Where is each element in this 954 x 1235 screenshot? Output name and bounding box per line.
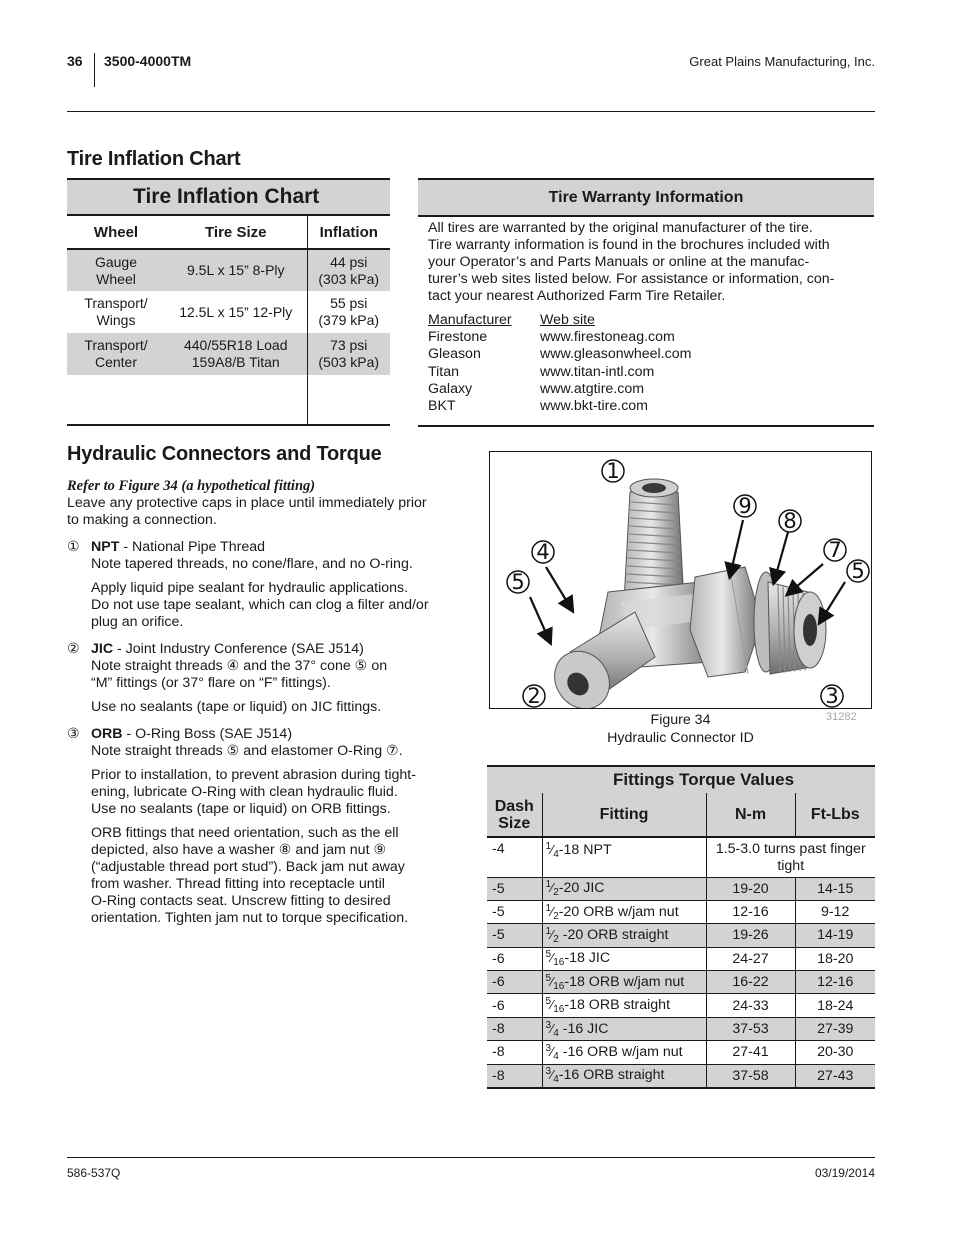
tire-inflation-cell (307, 333, 390, 375)
fitting-fraction (546, 904, 559, 920)
tire-wheel-text: Transport/ (84, 337, 148, 353)
torque-note-line: 1.5-3.0 turns past finger (715, 841, 866, 857)
fraction-slash: ⁄ (551, 950, 554, 966)
callout-3 (821, 684, 843, 708)
document-date: 03/19/2014 (814, 1166, 875, 1180)
manufacturer-list (428, 312, 874, 415)
col-dash-size: Dash Size (487, 793, 542, 837)
fraction-numerator: 3 (545, 1019, 552, 1031)
callout-label: 9 (738, 494, 752, 518)
header-rule (67, 111, 875, 112)
fraction-denominator: 16 (553, 1004, 565, 1016)
item-description: - National Pipe Thread (119, 539, 266, 555)
connector-type-list (67, 539, 467, 927)
item-line: Use no sealants (tape or liquid) on ORB fittings. (91, 801, 391, 817)
hydraulic-connector-figure (489, 451, 872, 709)
fraction-denominator: 16 (553, 980, 565, 992)
manufacturer-name: Gleason (428, 346, 481, 363)
nm-cell: 24-33 (706, 994, 795, 1017)
fraction-slash: ⁄ (551, 997, 554, 1013)
callout-4 (532, 540, 554, 564)
ftlbs-cell: 12-16 (795, 971, 875, 994)
fraction-slash: ⁄ (551, 973, 554, 989)
item-term: JIC (91, 641, 114, 657)
fraction-denominator: 4 (553, 849, 559, 860)
fitting-cell (542, 1064, 706, 1087)
manufacturer-row (428, 329, 874, 346)
fitting-fraction (545, 996, 565, 1016)
fraction-denominator: 2 (553, 933, 559, 945)
tire-wheel-text: Wings (96, 312, 136, 328)
connector-type-item (67, 641, 467, 716)
callout-5 (507, 570, 529, 594)
fitting-row (487, 924, 875, 947)
fittings-torque-rows (487, 837, 875, 1088)
callout-label: 5 (851, 559, 865, 583)
tire-inflation-text: (303 kPa) (318, 270, 380, 287)
fitting-row (487, 1017, 875, 1040)
warranty-line: turer’s web sites listed below. For assistance or information, con- (428, 271, 835, 287)
fitting-spec: -18 ORB w/jam nut (564, 973, 685, 990)
document-number: 586-537Q (67, 1166, 121, 1180)
manufacturer-website: www.atgtire.com (540, 380, 645, 397)
col-fitting: Fitting (542, 793, 706, 837)
tire-size-text: 440/55R18 Load (183, 337, 288, 353)
manufacturer-website: www.firestoneag.com (540, 329, 675, 346)
nm-cell: 27-41 (706, 1041, 795, 1064)
fitting-fraction (545, 879, 559, 899)
item-description: - O-Ring Boss (SAE J514) (122, 726, 293, 742)
fitting-row (487, 900, 875, 923)
callout-label: 3 (825, 684, 839, 708)
tire-wheel-text: Gauge (94, 253, 138, 270)
fitting-row (487, 1041, 875, 1064)
fitting-fraction (545, 949, 565, 969)
fitting-cell (542, 947, 706, 970)
fraction-numerator: 5 (545, 996, 552, 1008)
fraction-denominator: 16 (553, 957, 565, 969)
manufacturer-website: www.bkt-tire.com (540, 398, 648, 415)
tire-inflation-text: 55 psi (330, 295, 368, 311)
nm-cell: 24-27 (706, 947, 795, 970)
fraction-denominator: 2 (553, 910, 559, 922)
item-line: Apply liquid pipe sealant for hydraulic applications. (91, 580, 409, 596)
tire-wheel-cell (67, 291, 165, 333)
fitting-row (487, 837, 875, 877)
tire-inflation-table-title: Tire Inflation Chart (67, 178, 390, 216)
item-line: from washer. Thread fitting into receptacle until (91, 876, 385, 892)
intro-line: Leave any protective caps in place until immediately prior (67, 495, 427, 511)
dash-size-cell: -5 (487, 924, 542, 947)
tire-wheel-cell (67, 333, 165, 375)
tire-row-empty (67, 375, 390, 426)
fraction-slash: ⁄ (551, 1043, 554, 1059)
manufacturer-row (428, 381, 874, 398)
dash-size-cell: -6 (487, 994, 542, 1017)
manual-model: 3500-4000TM (104, 53, 192, 69)
fitting-spec: -20 JIC (558, 880, 605, 897)
item-paragraph (91, 825, 416, 927)
item-line: orientation. Tighten jam nut to torque specification. (91, 910, 409, 926)
col-wheel: Wheel (67, 216, 165, 249)
nm-cell: 12-16 (706, 900, 795, 923)
fitting-spec: -18 JIC (564, 950, 611, 967)
item-line: Note straight threads ④ and the 37° cone ⑤ on (91, 658, 388, 674)
fittings-torque-grid (487, 765, 875, 1089)
manufacturer-name: Titan (428, 363, 460, 380)
connector-type-item (67, 726, 467, 927)
dash-size-cell: -6 (487, 947, 542, 970)
fraction-numerator: 1 (545, 925, 552, 937)
fitting-cell (542, 1041, 706, 1064)
item-paragraph (91, 539, 429, 573)
callout-label: 2 (527, 684, 541, 708)
item-paragraph (91, 726, 416, 760)
tire-wheel-text: Transport/ (84, 295, 148, 311)
callout-7 (824, 538, 846, 562)
fraction-numerator: 1 (545, 841, 552, 852)
fraction-numerator: 3 (545, 1066, 552, 1078)
col-inflation: Inflation (307, 216, 390, 249)
item-line: ORB fittings that need orientation, such as the ell (91, 825, 399, 841)
item-line: “M” fittings (or 37° flare on “F” fittings). (91, 675, 331, 691)
empty-cell (165, 375, 307, 426)
callout-label: 7 (828, 538, 842, 562)
fitting-cell (542, 877, 706, 900)
tire-size-text: 159A8/B Titan (191, 354, 280, 370)
item-term: ORB (91, 726, 123, 742)
fitting-cell (542, 994, 706, 1017)
manufacturer-website: www.gleasonwheel.com (540, 346, 692, 363)
fraction-slash: ⁄ (551, 1020, 554, 1036)
col-nm: N-m (706, 793, 795, 837)
item-line: plug an orifice. (91, 614, 184, 630)
item-line: Note tapered threads, no cone/flare, and no O-ring. (91, 556, 413, 572)
manufacturer-name: Firestone (428, 329, 488, 346)
item-line: Do not use tape sealant, which can clog a filter and/or (91, 597, 429, 613)
fitting-spec: -16 ORB straight (558, 1067, 665, 1084)
fraction-slash: ⁄ (551, 926, 554, 942)
nm-cell: 16-22 (706, 971, 795, 994)
tire-wheel-text: Wheel (96, 270, 136, 287)
footer-rule (67, 1157, 875, 1158)
intro-line: to making a connection. (67, 512, 217, 528)
fraction-numerator: 1 (545, 879, 552, 891)
fitting-fraction (545, 1066, 559, 1086)
fraction-denominator: 2 (553, 887, 559, 899)
fraction-slash: ⁄ (551, 842, 554, 857)
item-line: ening, lubricate O-Ring with clean hydraulic fluid. (91, 784, 398, 800)
tire-warranty-text (418, 217, 868, 305)
callout-9 (734, 494, 756, 518)
nm-cell: 37-53 (706, 1017, 795, 1040)
ftlbs-cell: 18-24 (795, 994, 875, 1017)
manufacturer-website: www.titan-intl.com (540, 363, 655, 380)
fitting-illustration (490, 452, 872, 709)
fitting-row (487, 971, 875, 994)
tire-inflation-cell (307, 291, 390, 333)
tire-row (67, 249, 390, 291)
fitting-fraction (546, 927, 559, 943)
header-divider (94, 53, 95, 87)
item-line: Note straight threads ⑤ and elastomer O-Ring ⑦. (91, 743, 403, 759)
manufacturer-header: Manufacturer (428, 312, 512, 328)
website-header: Web site (540, 312, 595, 328)
dash-size-cell: -8 (487, 1064, 542, 1087)
callout-5 (847, 559, 869, 583)
tire-inflation-grid (67, 216, 390, 426)
callout-8 (779, 509, 801, 533)
ftlbs-cell: 9-12 (795, 900, 875, 923)
hydraulic-text-column (67, 478, 467, 927)
callout-label: 4 (536, 540, 550, 564)
manufacturer-name: Galaxy (428, 380, 473, 397)
tire-inflation-text: 73 psi (330, 337, 368, 353)
tire-inflation-text: 44 psi (330, 253, 368, 270)
manufacturer-row (428, 346, 874, 363)
item-body (91, 726, 416, 927)
tire-warranty-box (418, 178, 874, 427)
tire-wheel-text: Center (94, 354, 138, 370)
item-paragraph (91, 641, 387, 692)
fitting-cell (542, 900, 706, 923)
figure-number: Figure 34 (650, 712, 711, 728)
item-line: depicted, also have a washer ⑧ and jam nut ⑨ (91, 842, 387, 858)
callout-label: 1 (606, 459, 620, 483)
col-ftlbs: Ft-Lbs (795, 793, 875, 837)
tire-size-cell (165, 333, 307, 375)
fitting-spec: -16 JIC (558, 1020, 609, 1037)
tire-warranty-title: Tire Warranty Information (418, 178, 874, 217)
fitting-cell (542, 837, 706, 877)
callout-label: 5 (511, 570, 525, 594)
fitting-spec: -18 ORB straight (564, 997, 671, 1014)
tire-size-cell (165, 249, 307, 291)
warranty-line: tact your nearest Authorized Farm Tire Retailer. (428, 288, 726, 304)
fitting-spec: -20 ORB straight (558, 926, 669, 943)
dash-size-cell: -8 (487, 1041, 542, 1064)
npt-threaded-stem (624, 479, 684, 602)
manufacturer-row (428, 398, 874, 415)
item-description: - Joint Industry Conference (SAE J514) (113, 641, 364, 657)
ftlbs-cell: 20-30 (795, 1041, 875, 1064)
item-paragraph (91, 767, 416, 818)
ftlbs-cell: 18-20 (795, 947, 875, 970)
ftlbs-cell: 14-15 (795, 877, 875, 900)
tire-row (67, 333, 390, 375)
tire-size-text: 9.5L x 15” 8-Ply (186, 262, 285, 278)
item-body (91, 539, 429, 631)
item-line: Prior to installation, to prevent abrasion during tight- (91, 767, 416, 783)
fitting-cell (542, 924, 706, 947)
item-paragraph (91, 580, 429, 631)
item-line: Use no sealants (tape or liquid) on JIC fittings. (91, 699, 382, 715)
connector-type-item (67, 539, 467, 631)
fittings-torque-title: Fittings Torque Values (487, 766, 875, 793)
torque-note-line: tight (777, 858, 805, 874)
fitting-fraction (546, 1021, 559, 1037)
empty-cell (67, 375, 165, 426)
item-number: ① (67, 539, 80, 555)
fraction-numerator: 3 (545, 1042, 552, 1054)
dash-size-cell: -5 (487, 877, 542, 900)
warranty-line: your Operator’s and Parts Manuals or online at the manufac- (428, 254, 810, 270)
torque-note-cell (706, 837, 875, 877)
warranty-line: Tire warranty information is found in the brochures included with (428, 237, 830, 253)
fraction-slash: ⁄ (551, 1067, 554, 1083)
hydraulic-heading: Hydraulic Connectors and Torque (67, 443, 382, 465)
fitting-spec: -18 NPT (558, 842, 612, 858)
fitting-spec: -16 ORB w/jam nut (558, 1043, 683, 1060)
fraction-slash: ⁄ (551, 903, 554, 919)
item-body (91, 641, 387, 716)
manufacturer-name: BKT (428, 398, 456, 415)
tire-size-cell (165, 291, 307, 333)
fitting-fraction (546, 842, 559, 858)
item-line: (“adjustable thread port stud”). Back jam nut away (91, 859, 405, 875)
manufacturer-list-header (428, 312, 874, 329)
fitting-cell (542, 971, 706, 994)
figure-caption (489, 711, 872, 747)
fraction-slash: ⁄ (551, 880, 554, 896)
item-number: ③ (67, 726, 80, 742)
tire-inflation-rows (67, 249, 390, 426)
ftlbs-cell: 27-43 (795, 1064, 875, 1087)
dash-size-cell: -4 (487, 837, 542, 877)
fitting-row (487, 994, 875, 1017)
tire-inflation-heading: Tire Inflation Chart (67, 148, 241, 170)
orb-threaded-end (768, 582, 826, 674)
nm-cell: 37-58 (706, 1064, 795, 1087)
ftlbs-cell: 14-19 (795, 924, 875, 947)
tire-row (67, 291, 390, 333)
item-term: NPT (91, 539, 120, 555)
fraction-denominator: 4 (553, 1074, 559, 1086)
tire-inflation-cell (307, 249, 390, 291)
item-line: O-Ring contacts seat. Unscrew fitting to desired (91, 893, 391, 909)
callout-label: 8 (783, 509, 797, 533)
figure-code: 31282 (826, 711, 857, 723)
jic-flare-end (543, 612, 655, 709)
item-number: ② (67, 641, 80, 657)
figure-reference: Refer to Figure 34 (a hypothetical fitting) (67, 478, 316, 494)
fraction-denominator: 4 (553, 1027, 559, 1039)
manufacturer-row (428, 364, 874, 381)
figure-title: Hydraulic Connector ID (607, 730, 754, 746)
tire-wheel-cell (67, 249, 165, 291)
fraction-denominator: 4 (553, 1050, 559, 1062)
company-name: Great Plains Manufacturing, Inc. (689, 54, 875, 69)
nm-cell: 19-20 (706, 877, 795, 900)
tire-inflation-text: (379 kPa) (318, 312, 380, 328)
callout-1 (602, 459, 624, 483)
ftlbs-cell: 27-39 (795, 1017, 875, 1040)
fitting-cell (542, 1017, 706, 1040)
item-paragraph (91, 699, 387, 716)
hydraulic-intro (67, 495, 467, 529)
fitting-row (487, 1064, 875, 1087)
dash-size-cell: -6 (487, 971, 542, 994)
callout-2 (523, 684, 545, 708)
fraction-numerator: 5 (545, 972, 552, 984)
page-number: 36 (67, 53, 83, 69)
fittings-torque-table (487, 765, 875, 1089)
nm-cell: 19-26 (706, 924, 795, 947)
fitting-row (487, 947, 875, 970)
empty-cell (307, 375, 390, 426)
fraction-numerator: 1 (545, 902, 552, 914)
tire-inflation-text: (503 kPa) (318, 354, 380, 370)
dash-size-cell: -8 (487, 1017, 542, 1040)
fitting-fraction (546, 974, 565, 990)
fraction-numerator: 5 (545, 949, 552, 961)
fitting-fraction (546, 1044, 559, 1060)
tire-inflation-table (67, 178, 390, 426)
dash-size-cell: -5 (487, 900, 542, 923)
fitting-spec: -20 ORB w/jam nut (558, 903, 679, 920)
col-tire-size: Tire Size (165, 216, 307, 249)
warranty-line: All tires are warranted by the original manufacturer of the tire. (428, 220, 813, 236)
tire-size-text: 12.5L x 15” 12-Ply (179, 303, 293, 320)
fitting-row (487, 877, 875, 900)
